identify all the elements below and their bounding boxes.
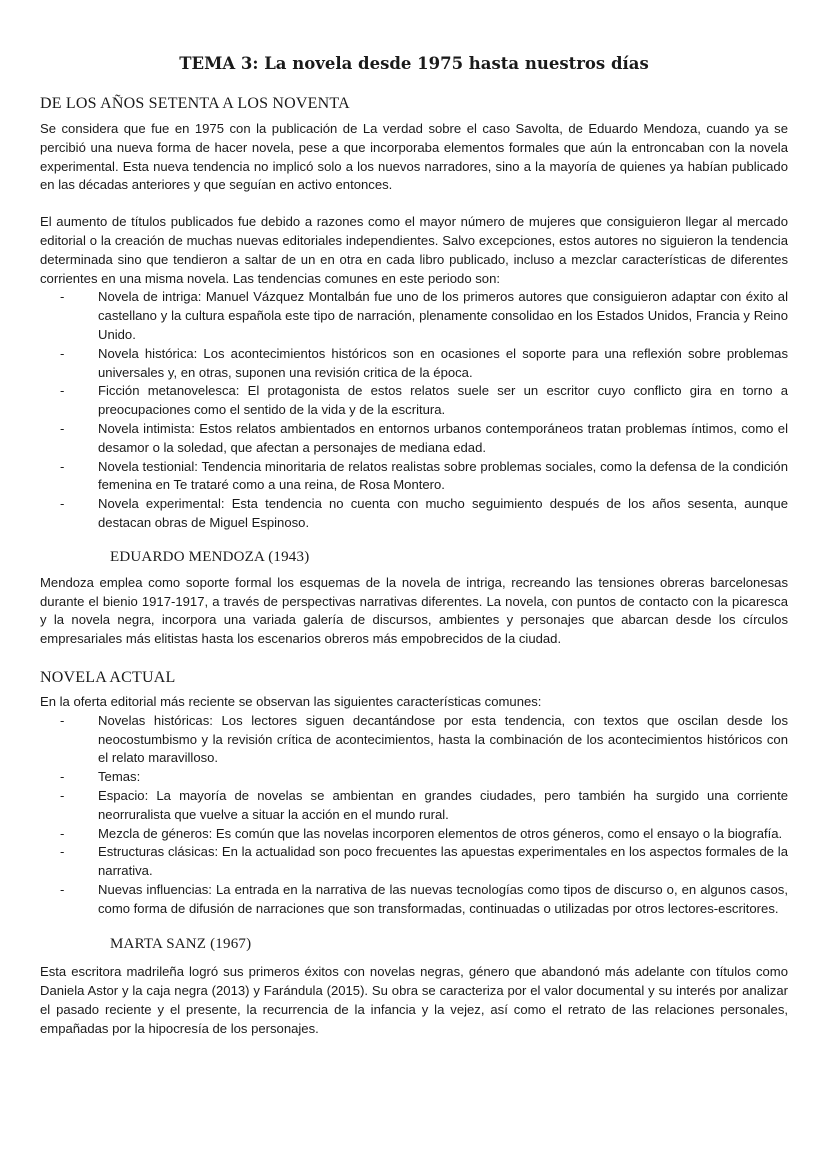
list-caracteristicas	[40, 712, 788, 919]
list-item: - Novela testionial: Tendencia minoritaria de relatos realistas sobre problemas sociales, como la defensa de la condición femenina en Te trataré como a una reina, de Rosa Montero.	[40, 458, 788, 496]
paragraph-setenta-1: Se considera que fue en 1975 con la publicación de La verdad sobre el caso Savolta, de Eduardo Mendoza, cuando ya se percibió una nueva forma de hacer novela, pese a que incorporaba elementos formales que aún la entroncaban con la novela experimental. Esta nueva tendencia no implicó solo a los nuevos narradores, sino a la mayoría de quienes ya habían publicado en las décadas anteriores y que seguían en activo entonces.	[40, 121, 788, 193]
subsection-heading-mendoza: EDUARDO MENDOZA (1943)	[110, 548, 310, 565]
list-item: - Espacio: La mayoría de novelas se ambientan en grandes ciudades, pero también ha surgido una corriente neorruralista que vuelve a situar la acción en el mundo rural.	[40, 787, 788, 825]
section-heading-actual: NOVELA ACTUAL	[40, 668, 176, 686]
list-item: - Nuevas influencias: La entrada en la narrativa de las nuevas tecnologías como tipos de discurso o, en algunos casos, como forma de difusión de narraciones que son transformadas, continuadas o utilizadas por otros lectores-escritores.	[40, 881, 788, 919]
list-item: - Estructuras clásicas: En la actualidad son poco frecuentes las apuestas experimentales en los aspectos formales de la narrativa.	[40, 843, 788, 881]
page-title: TEMA 3: La novela desde 1975 hasta nuestros días	[179, 54, 649, 73]
list-item: - Ficción metanovelesca: El protagonista de estos relatos suele ser un escritor cuyo conflicto gira en torno a preocupaciones como el sentido de la vida y de la escritura.	[40, 382, 788, 420]
list-item: - Novela histórica: Los acontecimientos históricos son en ocasiones el soporte para una reflexión sobre problemas universales y, en otras, suponen una revisión critica de la época.	[40, 345, 788, 383]
list-item: - Novela experimental: Esta tendencia no cuenta con mucho seguimiento después de los años sesenta, aunque destacan obras de Miguel Espinoso.	[40, 495, 788, 533]
list-item: - Novelas históricas: Los lectores siguen decantándose por esta tendencia, con textos que oscilan desde los neocostumbismo y la revisión crítica de acontecimientos, hasta la combinación de los acontecimientos históricos con el relato maravilloso.	[40, 712, 788, 768]
list-item: - Mezcla de géneros: Es común que las novelas incorporen elementos de otros géneros, como el ensayo o la biografía.	[40, 825, 788, 844]
list-item: - Novela de intriga: Manuel Vázquez Montalbán fue uno de los primeros autores que consiguieron adaptar con éxito al castellano y la cultura española este tipo de narración, plenamente consolidao en los Estados Unidos, Francia y Reino Unido.	[40, 288, 788, 344]
document-page	[40, 0, 788, 1039]
paragraph-marta: Esta escritora madrileña logró sus primeros éxitos con novelas negras, género que abandonó más adelante con títulos como Daniela Astor y la caja negra (2013) y Farándula (2015). Su obra se caracteriza por el valor documental y su interés por analizar el pasado reciente y el presente, la recurrencia de la infancia y la vejez, así como el retrato de las relaciones personales, empañadas por la hipocresía de los personajes.	[40, 964, 788, 1036]
subsection-heading-marta: MARTA SANZ (1967)	[110, 936, 252, 953]
paragraph-actual: En la oferta editorial más reciente se observan las siguientes características comunes:	[40, 693, 542, 709]
paragraph-mendoza: Mendoza emplea como soporte formal los esquemas de la novela de intriga, recreando las tensiones obreras barcelonesas durante el bienio 1917-1917, a través de perspectivas narrativas diferentes. La novela, con puntos de contacto con la picaresca y la novela negra, incorpora una variada galería de discursos, ambientes y personajes que abarcan desde los círculos empresariales más elitistas hasta los escenarios obreros más empobrecidos de la ciudad.	[40, 574, 788, 647]
list-item: - Temas:	[40, 768, 788, 787]
list-item: - Novela intimista: Estos relatos ambientados en entornos urbanos contemporáneos tratan problemas íntimos, como el desamor o la soledad, que afectan a personajes de mediana edad.	[40, 420, 788, 458]
paragraph-setenta-2: El aumento de títulos publicados fue debido a razones como el mayor número de mujeres que consiguieron llegar al mercado editorial o la creación de muchas nuevas editoriales independientes. Salvo excepciones, estos autores no siguieron la tendencia determinada sino que tendieron a saltar de un en otra en cada libro publicado, incluso a mezclar características de diferentes corrientes en una misma novela. Las tendencias comunes en este periodo son:	[40, 214, 788, 286]
section-heading-setenta: DE LOS AÑOS SETENTA A LOS NOVENTA	[40, 95, 350, 112]
list-tendencias	[40, 288, 788, 532]
